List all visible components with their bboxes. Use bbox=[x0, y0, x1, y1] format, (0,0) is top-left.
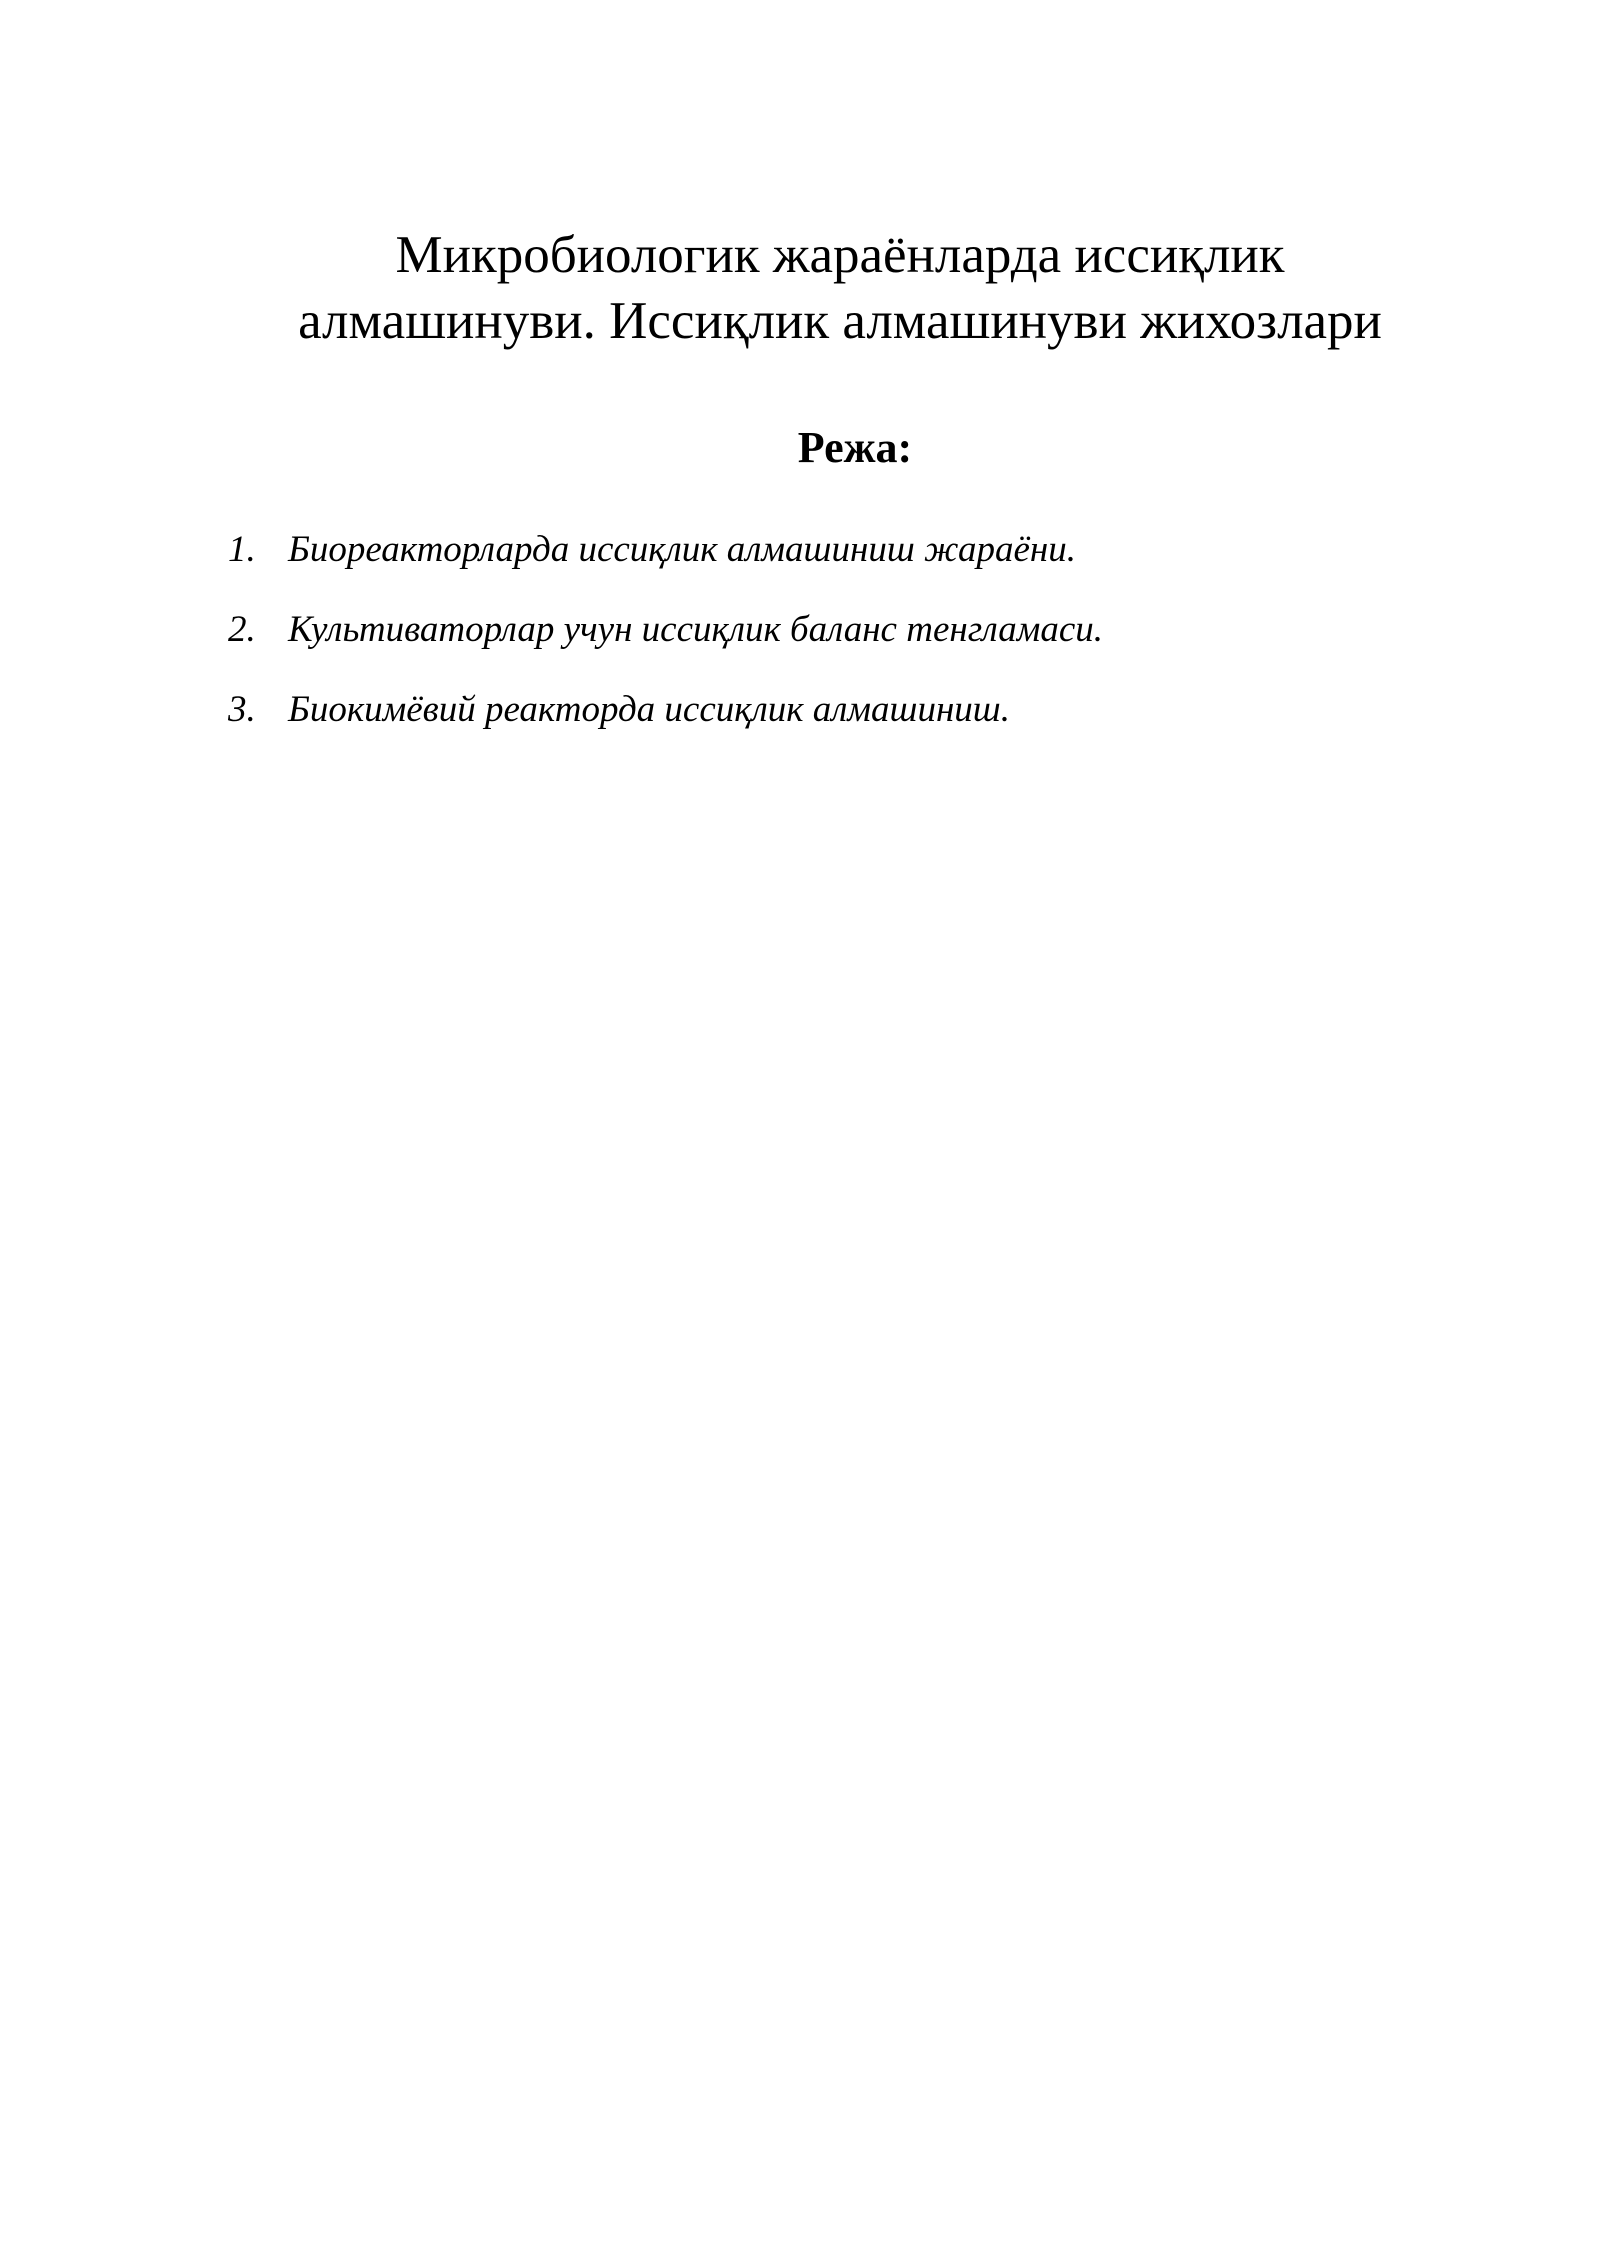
plan-item-number: 1. bbox=[228, 529, 256, 570]
plan-item-text: Биореакторларда иссиқлик алмашиниш жараёни. bbox=[288, 529, 1076, 570]
plan-item-text: Культиваторлар учун иссиқлик баланс тенгламаси. bbox=[288, 609, 1104, 650]
plan-item-text: Биокимёвий реакторда иссиқлик алмашиниш. bbox=[288, 689, 1010, 730]
plan-heading: Режа: bbox=[797, 423, 913, 472]
plan-item-number: 2. bbox=[228, 609, 256, 650]
plan-list bbox=[228, 530, 1428, 770]
plan-item-1 bbox=[228, 530, 1428, 570]
plan-item-number: 3. bbox=[228, 689, 256, 730]
title-line-1: Микробиологик жараёнларда иссиқлик bbox=[395, 226, 1285, 284]
title-line-2: алмашинуви. Иссиқлик алмашинуви жихозлари bbox=[298, 292, 1382, 350]
document-title bbox=[180, 222, 1500, 354]
plan-item-2 bbox=[228, 610, 1428, 650]
plan-item-3 bbox=[228, 690, 1428, 730]
